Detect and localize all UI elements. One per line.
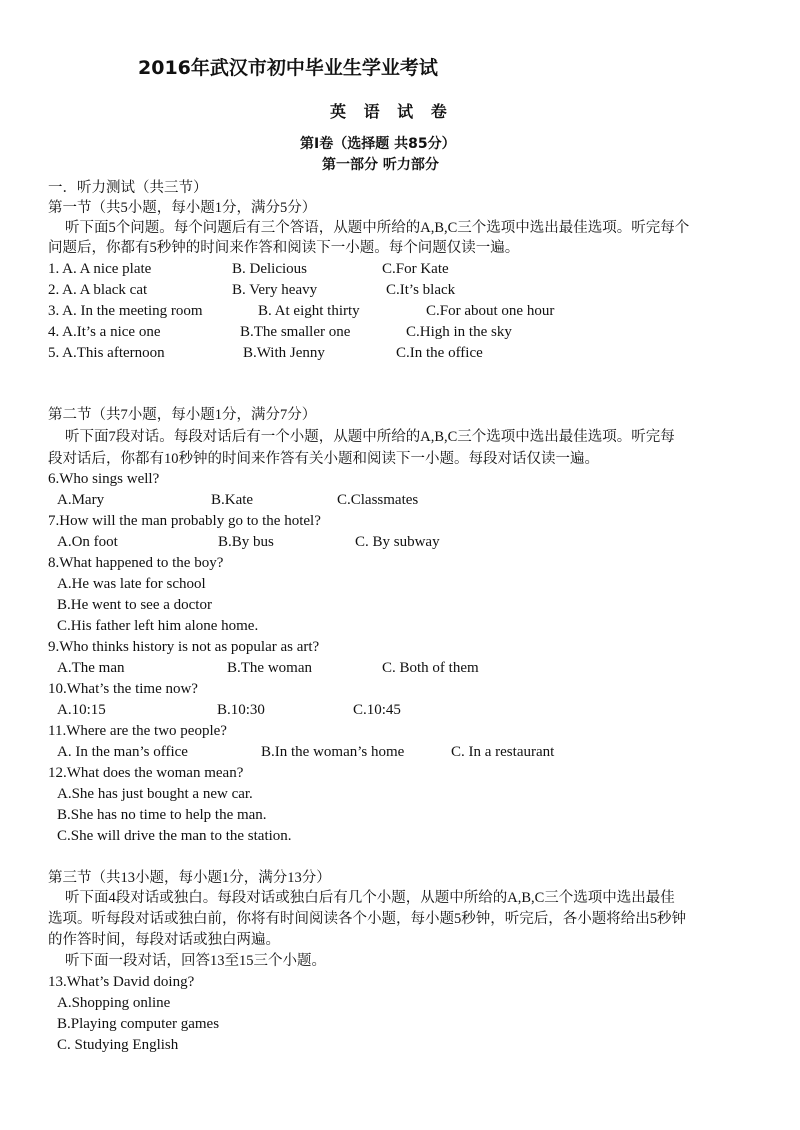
q1-option-c: C.For Kate — [382, 261, 449, 277]
q13-option-b: B.Playing computer games — [57, 1016, 220, 1032]
q3-option-b: B. At eight thirty — [258, 303, 360, 319]
q9-option-a: A.The man — [57, 660, 125, 676]
listening-heading: 一．听力测试（共三节） — [48, 180, 208, 196]
q10-option-a: A.10:15 — [57, 702, 106, 718]
q8-option-c: C.His father left him alone home. — [57, 618, 259, 634]
q6-option-c: C.Classmates — [337, 492, 419, 508]
q11-option-a: A. In the man’s office — [57, 744, 188, 760]
q7-option-a: A.On foot — [57, 534, 118, 550]
section3-subintro: 听下面一段对话，回答13至15三个小题。 — [65, 953, 326, 969]
q5-option-c: C.In the office — [396, 345, 483, 361]
q2-option-b: B. Very heavy — [232, 282, 318, 298]
q9-option-c: C. Both of them — [382, 660, 479, 676]
q9-option-b: B.The woman — [227, 660, 312, 676]
q5-option-b: B.With Jenny — [243, 345, 325, 361]
q13-option-a: A.Shopping online — [57, 995, 171, 1011]
section2-title: 第二节（共7小题，每小题1分，满分7分） — [48, 407, 317, 423]
q11-question: 11.Where are the two people? — [48, 723, 227, 739]
q4-option-b: B.The smaller one — [240, 324, 351, 340]
q13-option-c: C. Studying English — [57, 1037, 179, 1053]
section1-instruction-2: 问题后，你都有5秒钟的时间来作答和阅读下一小题。每个问题仅读一遍。 — [48, 240, 520, 256]
q7-option-c: C. By subway — [355, 534, 440, 550]
q1-option-a: 1. A. A nice plate — [48, 261, 152, 277]
q3-option-a: 3. A. In the meeting room — [48, 303, 203, 319]
q4-option-a: 4. A.It’s a nice one — [48, 324, 161, 340]
q7-option-b: B.By bus — [218, 534, 274, 550]
subject-title: 英 语 试 卷 — [330, 102, 453, 121]
q7-question: 7.How will the man probably go to the hotel? — [48, 513, 321, 529]
q10-option-c: C.10:45 — [353, 702, 401, 718]
q10-option-b: B.10:30 — [217, 702, 265, 718]
q12-option-c: C.She will drive the man to the station. — [57, 828, 292, 844]
q1-option-b: B. Delicious — [232, 261, 307, 277]
q8-question: 8.What happened to the boy? — [48, 555, 224, 571]
section2-instruction-2: 段对话后，你都有10秒钟的时间来作答有关小题和阅读下一小题。每段对话仅读一遍。 — [48, 451, 599, 467]
q9-question: 9.Who thinks history is not as popular as art? — [48, 639, 320, 655]
q11-option-c: C. In a restaurant — [451, 744, 555, 760]
section3-instruction-3: 的作答时间，每段对话或独白两遍。 — [48, 932, 280, 948]
part-title: 第一部分 听力部分 — [322, 157, 439, 173]
q8-option-a: A.He was late for school — [57, 576, 206, 592]
q2-option-a: 2. A. A black cat — [48, 282, 148, 298]
section1-title: 第一节（共5小题，每小题1分，满分5分） — [48, 200, 317, 216]
q6-option-b: B.Kate — [211, 492, 254, 508]
volume-title: 第Ⅰ卷（选择题 共85分） — [300, 136, 456, 152]
q12-option-a: A.She has just bought a new car. — [57, 786, 253, 802]
q5-option-a: 5. A.This afternoon — [48, 345, 165, 361]
q8-option-b: B.He went to see a doctor — [57, 597, 212, 613]
q3-option-c: C.For about one hour — [426, 303, 555, 319]
q2-option-c: C.It’s black — [386, 282, 456, 298]
section3-instruction-2: 选项。听每段对话或独白前，你将有时间阅读各个小题，每小题5秒钟，听完后，各小题将给出5秒钟 — [48, 911, 686, 927]
q6-question: 6.Who sings well? — [48, 471, 160, 487]
q13-question: 13.What’s David doing? — [48, 974, 195, 990]
q12-option-b: B.She has no time to help the man. — [57, 807, 267, 823]
q6-option-a: A.Mary — [57, 492, 105, 508]
section3-instruction-1: 听下面4段对话或独白。每段对话或独白后有几个小题，从题中所给的A,B,C三个选项中选出最佳 — [65, 890, 675, 906]
q10-question: 10.What’s the time now? — [48, 681, 198, 697]
q4-option-c: C.High in the sky — [406, 324, 512, 340]
section3-title: 第三节（共13小题，每小题1分，满分13分） — [48, 870, 331, 886]
q12-question: 12.What does the woman mean? — [48, 765, 244, 781]
section1-instruction-1: 听下面5个问题。每个问题后有三个答语，从题中所给的A,B,C三个选项中选出最佳选项。听完每个 — [65, 220, 690, 236]
q11-option-b: B.In the woman’s home — [261, 744, 405, 760]
section2-instruction-1: 听下面7段对话。每段对话后有一个小题，从题中所给的A,B,C三个选项中选出最佳选项。听完每 — [65, 429, 675, 445]
exam-title: 2016年武汉市初中毕业生学业考试 — [138, 57, 438, 79]
